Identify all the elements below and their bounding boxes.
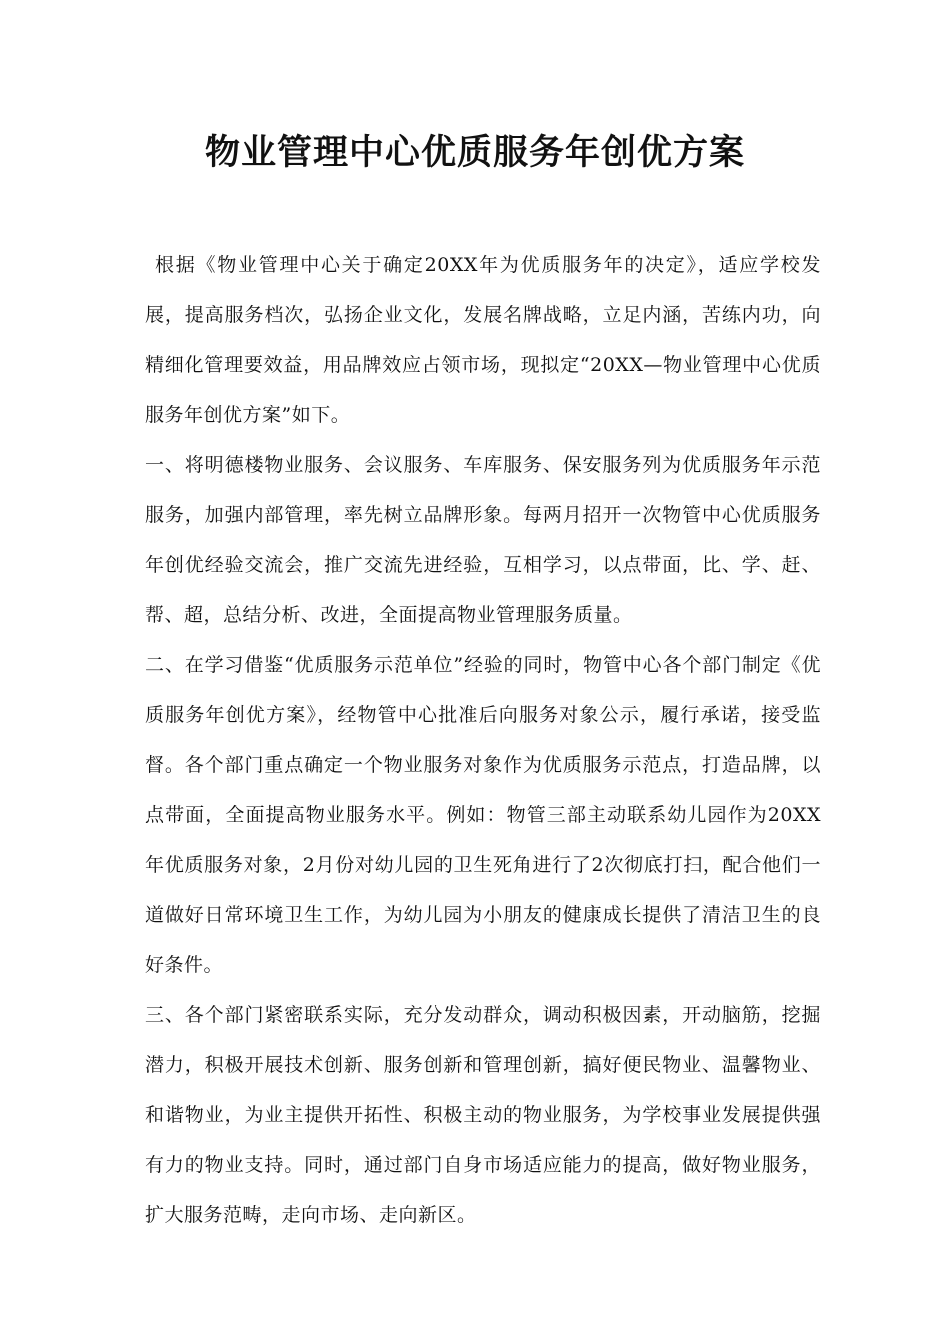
paragraph-section-2: 二、在学习借鉴“优质服务示范单位”经验的同时，物管中心各个部门制定《优质服务年创优方案》，经物管中心批准后向服务对象公示，履行承诺，接受监督。各个部门重点确定一个物业服务对象作为优质服务示范点，打造品牌，以点带面，全面提高物业服务水平。例如：物管三部主动联系幼儿园作为20XX年优质服务对象，2月份对幼儿园的卫生死角进行了2次彻底打扫，配合他们一道做好日常环境卫生工作，为幼儿园为小朋友的健康成长提供了清洁卫生的良好条件。 <box>145 654 821 976</box>
document-title: 物业管理中心优质服务年创优方案 <box>204 133 745 173</box>
paragraph-section-3: 三、各个部门紧密联系实际，充分发动群众，调动积极因素，开动脑筋，挖掘潜力，积极开展技术创新、服务创新和管理创新，搞好便民物业、温馨物业、和谐物业，为业主提供开拓性、积极主动的物业服务，为学校事业发展提供强有力的物业支持。同时，通过部门自身市场适应能力的提高，做好物业服务，扩大服务范畴，走向市场、走向新区。 <box>145 1004 821 1226</box>
paragraph-intro: 根据《物业管理中心关于确定20XX年为优质服务年的决定》，适应学校发展，提高服务档次，弘扬企业文化，发展名牌战略，立足内涵，苦练内功，向精细化管理要效益，用品牌效应占领市场，现拟定“20XX—物业管理中心优质服务年创优方案”如下。 <box>145 254 821 426</box>
document-body <box>145 240 821 1240</box>
paragraph-section-1: 一、将明德楼物业服务、会议服务、车库服务、保安服务列为优质服务年示范服务，加强内部管理，率先树立品牌形象。每两月招开一次物管中心优质服务年创优经验交流会，推广交流先进经验，互相学习，以点带面，比、学、赶、帮、超，总结分析、改进，全面提高物业管理服务质量。 <box>145 454 821 626</box>
